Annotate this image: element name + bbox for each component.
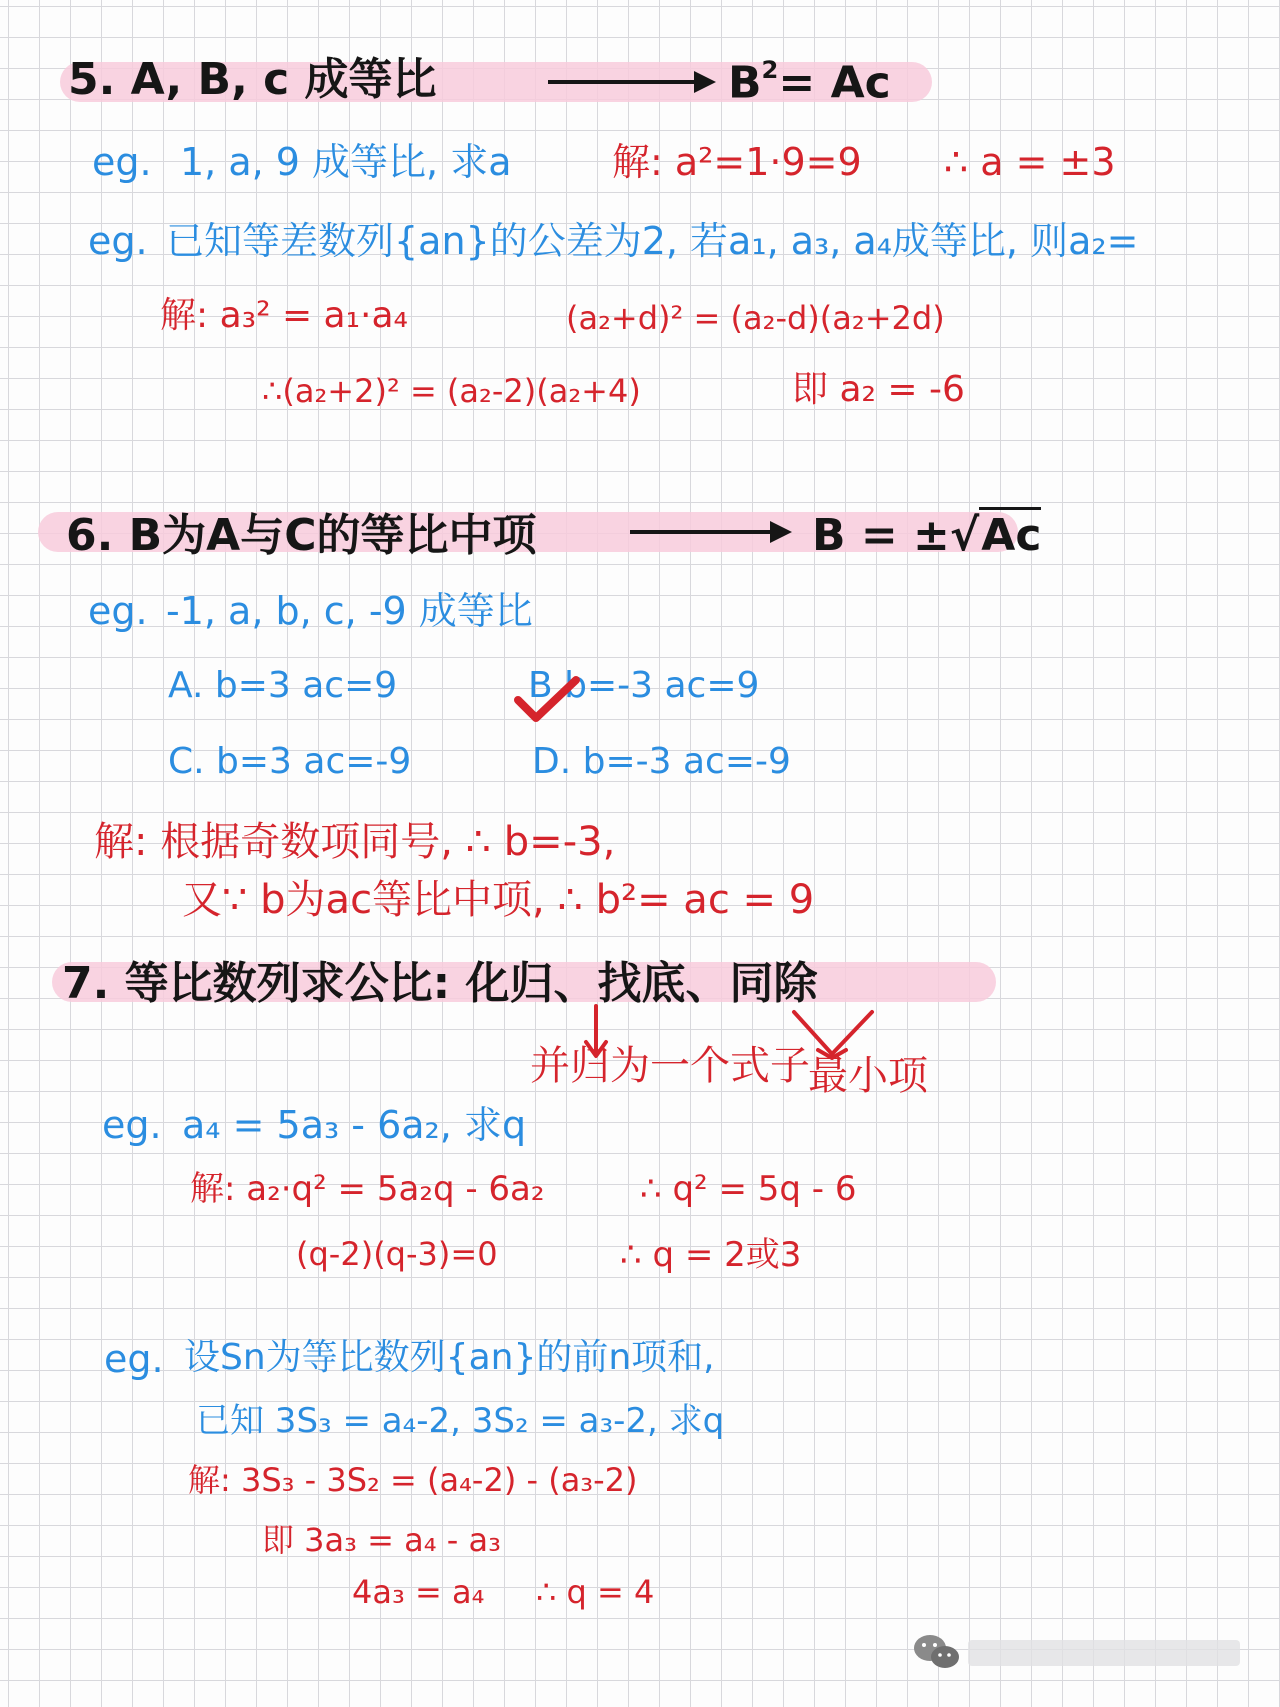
s7-example1-label: eg. <box>102 1103 162 1147</box>
section-5-title: 5. A, B, c 成等比 <box>68 54 437 105</box>
s5-example1-question: 1, a, 9 成等比, 求a <box>180 140 512 184</box>
arrow-right-icon <box>630 530 772 534</box>
s5-example1-solution: 解: a²=1·9=9 <box>612 140 862 184</box>
s7-example1-step1a: 解: a₂·q² = 5a₂q - 6a₂ <box>190 1169 545 1209</box>
s7-note-merge: 并归为一个式子 <box>530 1043 810 1089</box>
s5-example2-step2b: 即 a₂ = -6 <box>792 369 965 410</box>
s5-example2-label: eg. <box>88 219 148 263</box>
s7-example1-question: a₄ = 5a₃ - 6a₂, 求q <box>182 1103 527 1147</box>
section-5-result: $B^2= Ac$ <box>728 56 891 109</box>
wechat-icon <box>912 1632 962 1672</box>
s6-option-c: C. b=3 ac=-9 <box>168 741 412 782</box>
s7-example2-question-line2: 已知 3S₃ = a₄-2, 3S₂ = a₃-2, 求q <box>196 1401 725 1441</box>
arrow-right-icon <box>548 80 696 84</box>
section-6-title: 6. B为A与C的等比中项 <box>66 510 537 561</box>
s5-example1-answer: ∴ a = ±3 <box>944 140 1116 184</box>
s6-example-label: eg. <box>88 589 148 633</box>
s7-example2-step2: 即 3a₃ = a₄ - a₃ <box>262 1521 501 1559</box>
s6-option-b: B b=-3 ac=9 <box>528 665 760 706</box>
s7-example1-step2b: ∴ q = 2或3 <box>620 1235 802 1275</box>
section-7-title: 7. 等比数列求公比: 化归、找底、同除 <box>62 958 818 1009</box>
s5-example1-label: eg. <box>92 140 152 184</box>
s5-example2-question: 已知等差数列{an}的公差为2, 若a₁, a₃, a₄成等比, 则a₂= <box>166 219 1139 263</box>
sqrt-symbol: √ <box>949 510 980 561</box>
s6-option-d: D. b=-3 ac=-9 <box>532 741 791 782</box>
s5-example2-step1b: (a₂+d)² = (a₂-d)(a₂+2d) <box>566 299 945 337</box>
s7-example2-question-line1: 设Sn为等比数列{an}的前n项和, <box>184 1337 715 1378</box>
s7-example2-step3b: ∴ q = 4 <box>536 1573 655 1611</box>
s6-example-question: -1, a, b, c, -9 成等比 <box>166 589 533 633</box>
watermark-account-blur <box>968 1640 1240 1666</box>
arrow-right-head <box>694 71 716 93</box>
s5-example2-step1a: 解: a₃² = a₁·a₄ <box>160 295 408 336</box>
s7-example1-step1b: ∴ q² = 5q - 6 <box>640 1169 857 1209</box>
s6-solution-line2: 又∵ b为ac等比中项, ∴ b²= ac = 9 <box>182 877 815 923</box>
s7-example2-step3a: 4a₃ = a₄ <box>352 1573 485 1611</box>
s6-option-a: A. b=3 ac=9 <box>168 665 398 706</box>
check-mark-icon <box>512 674 582 726</box>
s5-example2-step2a: ∴(a₂+2)² = (a₂-2)(a₂+4) <box>262 372 641 410</box>
arrow-right-head <box>770 521 792 543</box>
s7-example2-label: eg. <box>104 1337 164 1381</box>
s7-example2-step1: 解: 3S₃ - 3S₂ = (a₄-2) - (a₃-2) <box>188 1461 638 1499</box>
s7-example1-step2a: (q-2)(q-3)=0 <box>296 1235 498 1273</box>
s6-solution-line1: 解: 根据奇数项同号, ∴ b=-3, <box>94 819 616 865</box>
section-6-result: B = ±√Ac <box>812 514 1041 558</box>
s7-note-min-term: 最小项 <box>808 1053 928 1099</box>
